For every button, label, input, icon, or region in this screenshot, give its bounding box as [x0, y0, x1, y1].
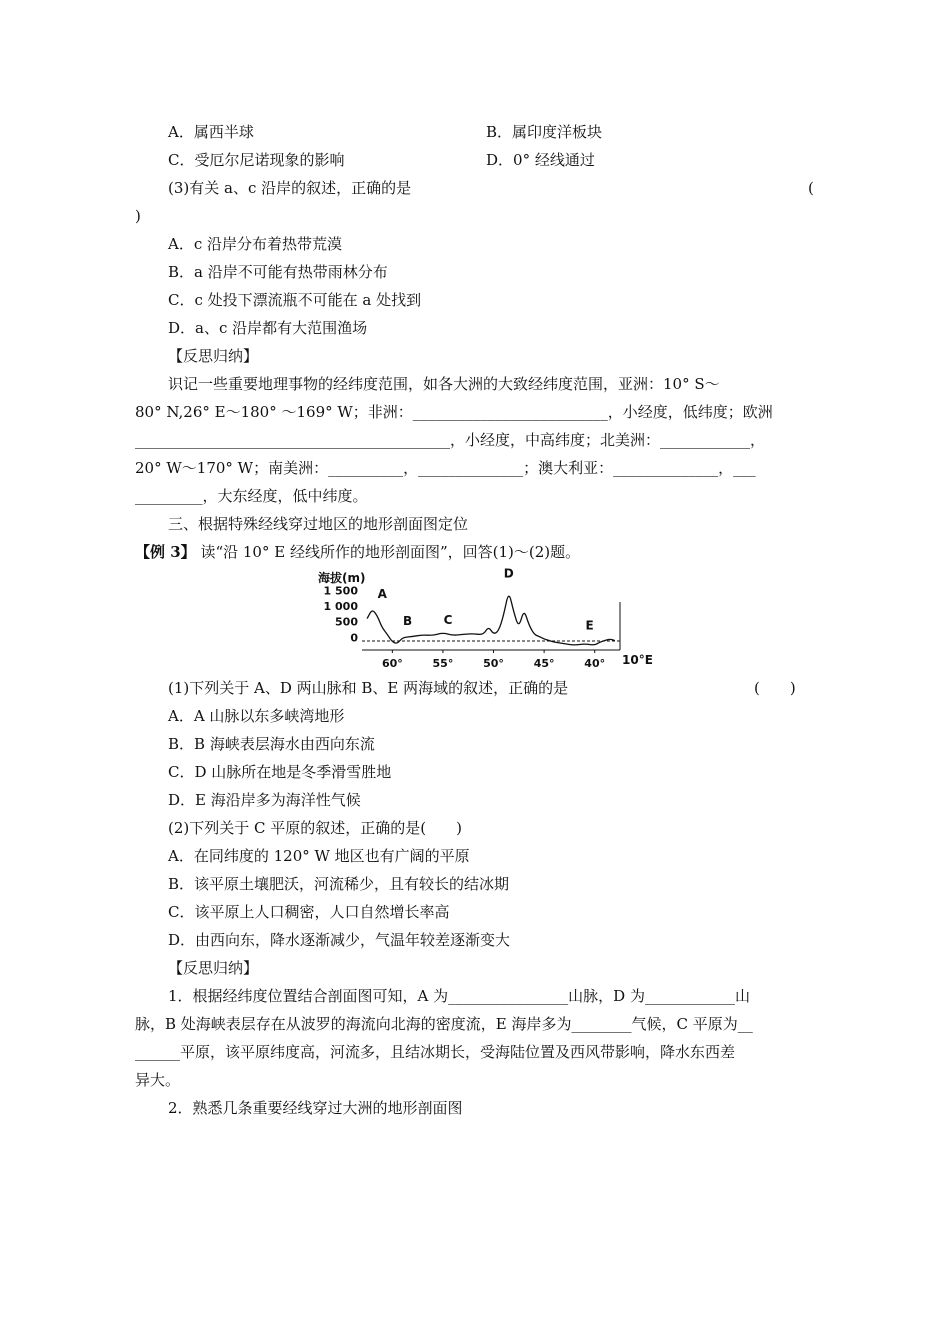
- reflect2-p1-line2: 脉，B 处海峡表层存在从波罗的海流向北海的密度流，E 海岸多为________气候，C 平原为__: [135, 1015, 753, 1033]
- reflect1-line4: 20° W～170° W；南美洲：__________，______________；澳大利亚：______________，___: [135, 459, 756, 477]
- q2-option-a: A．在同纬度的 120° W 地区也有广阔的平原: [168, 847, 470, 865]
- reflect2-title: 【反思归纳】: [168, 959, 259, 977]
- reflect1-line2: 80° N,26° E～180° ～169° W；非洲：__________________________，小经度，低纬度；欧洲: [135, 403, 773, 421]
- q3-paren-close: ): [135, 207, 141, 225]
- q1-paren: ( ): [754, 679, 796, 697]
- reflect1-title: 【反思归纳】: [168, 347, 259, 365]
- example3: [135, 542, 580, 562]
- example3-label: 【例 3】: [135, 543, 196, 561]
- feature-label-c: C: [443, 613, 453, 628]
- q2-option-b: B．该平原土壤肥沃，河流稀少，且有较长的结冰期: [168, 875, 510, 893]
- section3-heading: 三、根据特殊经线穿过地区的地形剖面图定位: [168, 515, 469, 533]
- q1-option-d: D．E 海沿岸多为海洋性气候: [168, 791, 361, 809]
- y-tick-labels: [324, 584, 359, 644]
- x-tick-label: 55°: [432, 657, 454, 670]
- y-tick-label: 1 000: [323, 600, 358, 613]
- reflect1-line5: _________，大东经度，低中纬度。: [135, 487, 368, 505]
- x-end-label: 10°E: [622, 653, 653, 667]
- example3-text: 读“沿 10° E 经线所作的地形剖面图”，回答(1)～(2)题。: [195, 543, 581, 561]
- x-tick-label: 40°: [584, 657, 606, 670]
- q1-stem: (1)下列关于 A、D 两山脉和 B、E 两海域的叙述，正确的是: [168, 679, 569, 697]
- x-tick-label: 50°: [483, 657, 504, 670]
- feature-label-a: A: [377, 587, 387, 602]
- q3-option-d: D．a、c 沿岸都有大范围渔场: [168, 319, 368, 337]
- x-tick-label: 60°: [381, 657, 403, 670]
- y-tick-label: 0: [350, 631, 358, 645]
- q1-option-b: B．B 海峡表层海水由西向东流: [168, 735, 375, 753]
- q3-option-b: B．a 沿岸不可能有热带雨林分布: [168, 263, 388, 281]
- q3-option-c: C．c 处投下漂流瓶不可能在 a 处找到: [168, 291, 422, 309]
- reflect2-p1-line3: ______平原，该平原纬度高，河流多，且结冰期长，受海陆位置及西风带影响，降水东西差: [135, 1043, 736, 1061]
- reflect2-p1-line4: 异大。: [135, 1071, 181, 1089]
- reflect1-line3: __________________________________________，小经度，中高纬度；北美洲：____________，: [135, 431, 766, 449]
- prev-option-b: B．属印度洋板块: [486, 123, 603, 141]
- x-tick-label: 45°: [533, 657, 555, 670]
- feature-labels: [378, 567, 594, 633]
- prev-option-a: A．属西半球: [168, 123, 254, 141]
- prev-option-c: C．受厄尔尼诺现象的影响: [168, 151, 345, 169]
- prev-option-d: D．0° 经线通过: [486, 151, 595, 169]
- terrain-profile-chart: [318, 566, 658, 676]
- feature-label-e: E: [585, 618, 594, 633]
- y-tick-label: 500: [335, 615, 358, 629]
- reflect2-p2: 2．熟悉几条重要经线穿过大洲的地形剖面图: [168, 1099, 463, 1117]
- q3-paren-open: (: [808, 179, 814, 197]
- q1-option-c: C．D 山脉所在地是冬季滑雪胜地: [168, 763, 392, 781]
- reflect1-line1: 识记一些重要地理事物的经纬度范围，如各大洲的大致经纬度范围，亚洲：10° S～: [168, 375, 720, 393]
- q3-stem: (3)有关 a、c 沿岸的叙述，正确的是: [168, 179, 412, 197]
- feature-label-d: D: [503, 566, 514, 581]
- x-tick-labels: [382, 650, 605, 670]
- feature-label-b: B: [402, 613, 413, 628]
- reflect2-p1-line1: 1．根据经纬度位置结合剖面图可知，A 为________________山脉，D 为____________山: [168, 987, 750, 1005]
- q2-stem: (2)下列关于 C 平原的叙述，正确的是( ): [168, 819, 462, 837]
- y-axis-label: 海拔(m): [318, 571, 366, 585]
- q2-option-d: D．由西向东，降水逐渐减少，气温年较差逐渐变大: [168, 931, 511, 949]
- q2-option-c: C．该平原上人口稠密，人口自然增长率高: [168, 903, 450, 921]
- q3-option-a: A．c 沿岸分布着热带荒漠: [168, 235, 343, 253]
- y-tick-label: 1 500: [323, 584, 358, 598]
- q1-option-a: A．A 山脉以东多峡湾地形: [168, 707, 345, 725]
